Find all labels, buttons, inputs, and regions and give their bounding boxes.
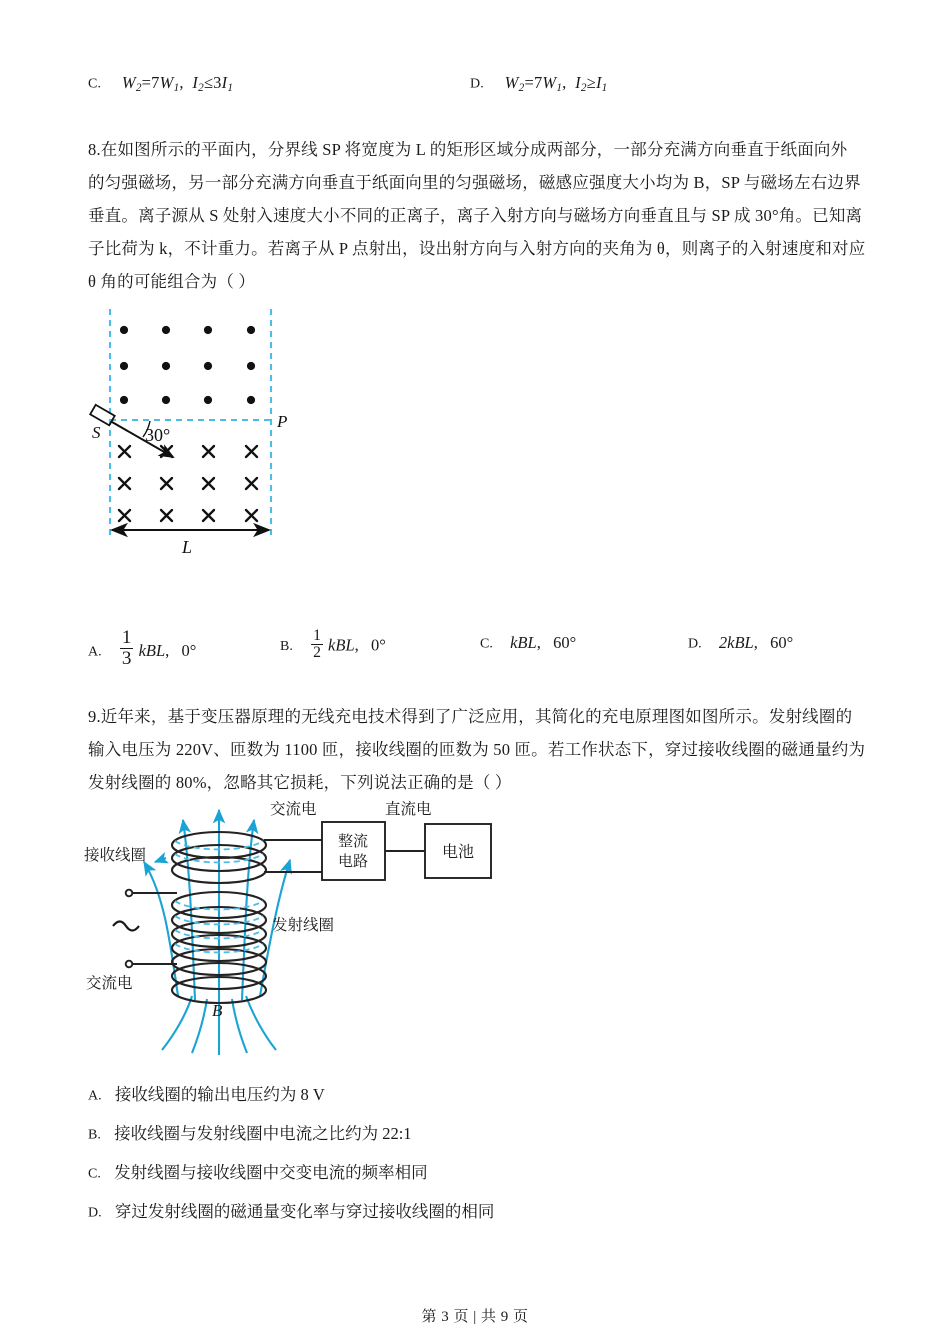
battery-label: 电池 (441, 842, 475, 861)
option-a-label: A. (88, 644, 102, 660)
option-d2-expr: 2kBL (718, 633, 754, 652)
option-d-expression: $W_2=7W_1$, $I_2\ge I_1$ (504, 73, 608, 95)
flux-label-B: B (212, 1001, 223, 1020)
q9-option-b-text: 接收线圈与发射线圈中电流之比约为 22:1 (114, 1124, 412, 1143)
label-L: L (182, 537, 193, 555)
question-8-line-3: 垂直。离子源从 S 处射入速度大小不同的正离子，离子入射方向与磁场方向垂直且与 SP 成 30°角。已知离 (88, 206, 863, 225)
question-9-option-d[interactable] (88, 1197, 494, 1228)
question-8-option-d[interactable]: D. 2kBL, 60° (688, 633, 794, 652)
dc-top-label: 直流电 (385, 800, 432, 818)
option-b-label: B. (280, 638, 293, 654)
option-c-expression: $W_2=7W_1$, $I_2\le 3I_1$ (121, 73, 234, 95)
question-8-option-c[interactable]: C. kBL, 60° (480, 633, 577, 652)
option-c2-label: C. (480, 636, 493, 652)
option-b-fraction: $\frac{1}{2}$ (313, 627, 321, 662)
rectifier-label-line1: 整流 (337, 832, 369, 850)
wireless-charging-figure (82, 800, 522, 1065)
option-a-angle: 0° (181, 641, 197, 661)
q9-option-b-label: B. (88, 1127, 101, 1143)
option-d2-label: D. (688, 636, 702, 652)
option-c2-angle: 60° (553, 633, 577, 652)
receiving-coil-label: 接收线圈 (84, 846, 147, 864)
page-footer: 第 3 页 | 共 9 页 (421, 1309, 529, 1325)
question-9-option-a[interactable] (88, 1080, 325, 1111)
option-a-fraction: $\frac{1}{3}$ (121, 627, 132, 670)
option-d-label: D. (470, 76, 485, 92)
question-9-line-3: 发射线圈的 80%，忽略其它损耗，下列说法正确的是（ ） (88, 773, 512, 792)
question-9-option-c[interactable] (88, 1158, 428, 1189)
field-dots-out-of-page (120, 326, 255, 404)
carryover-option-c (88, 66, 233, 105)
option-b-expr: kBL (328, 635, 355, 655)
carryover-option-d (470, 66, 607, 105)
option-a-expr: kBL (138, 641, 166, 661)
question-8-option-b[interactable]: B. $\frac{1}{2}$ kBL, 0° (280, 627, 386, 662)
question-8-number: 8. (88, 140, 101, 159)
ac-wave-symbol (113, 922, 139, 931)
question-9-stem (88, 700, 872, 799)
ac-top-label: 交流电 (270, 800, 317, 818)
question-9-line-2: 输入电压为 220V、匝数为 1100 匝，接收线圈的匝数为 50 匝。若工作状态下，穿过接收线圈的磁通量约为 (88, 740, 866, 759)
option-c2-expr: kBL (510, 633, 537, 652)
field-crosses-into-page (119, 446, 257, 521)
transmitting-coil-label: 发射线圈 (272, 916, 335, 934)
q9-option-c-label: C. (88, 1166, 101, 1182)
label-angle-30: 30° (145, 425, 171, 445)
ac-bottom-label: 交流电 (86, 974, 133, 992)
option-b-angle: 0° (371, 635, 386, 655)
ac-source-leads (126, 890, 177, 968)
magnetic-field-figure (88, 305, 318, 555)
q9-option-d-label: D. (88, 1205, 102, 1221)
question-8-stem (88, 133, 872, 298)
rectifier-box (322, 822, 385, 880)
question-8-line-1: 8.在如图所示的平面内，分界线 SP 将宽度为 L 的矩形区域分成两部分，一部分充满方向垂直于纸面向外 (88, 140, 848, 159)
question-8-option-a[interactable]: A. $\frac{1}{3}$ kBL, 0° (88, 627, 197, 670)
label-S: S (92, 423, 101, 442)
question-9-number: 9. (88, 707, 101, 726)
question-8-line-2: 的匀强磁场，另一部分充满方向垂直于纸面向里的匀强磁场，磁感应强度大小均为 B，SP 与磁场左右边界 (88, 173, 861, 192)
label-P: P (277, 412, 288, 431)
rectifier-label-line2: 电路 (337, 852, 369, 870)
question-9-line-1: 9.近年来，基于变压器原理的无线充电技术得到了广泛应用，其简化的充电原理图如图所示。发射线圈的 (88, 707, 853, 726)
q9-option-a-label: A. (88, 1088, 102, 1104)
q9-option-c-text: 发射线圈与接收线圈中交变电流的频率相同 (114, 1163, 428, 1182)
receiving-coil-leads (264, 840, 322, 872)
q9-option-a-text: 接收线圈的输出电压约为 8 V (114, 1085, 325, 1104)
receiving-coil-pointer (155, 858, 166, 862)
option-c-label: C. (88, 76, 102, 92)
question-8-line-5: θ 角的可能组合为（ ） (88, 272, 256, 291)
q9-option-d-text: 穿过发射线圈的磁通量变化率与穿过接收线圈的相同 (114, 1202, 495, 1221)
question-9-option-b[interactable] (88, 1119, 412, 1150)
question-8-line-4: 子比荷为 k，不计重力。若离子从 P 点射出，设出射方向与入射方向的夹角为 θ，则离子的入射速度和对应 (88, 239, 866, 258)
option-d2-angle: 60° (770, 633, 794, 652)
